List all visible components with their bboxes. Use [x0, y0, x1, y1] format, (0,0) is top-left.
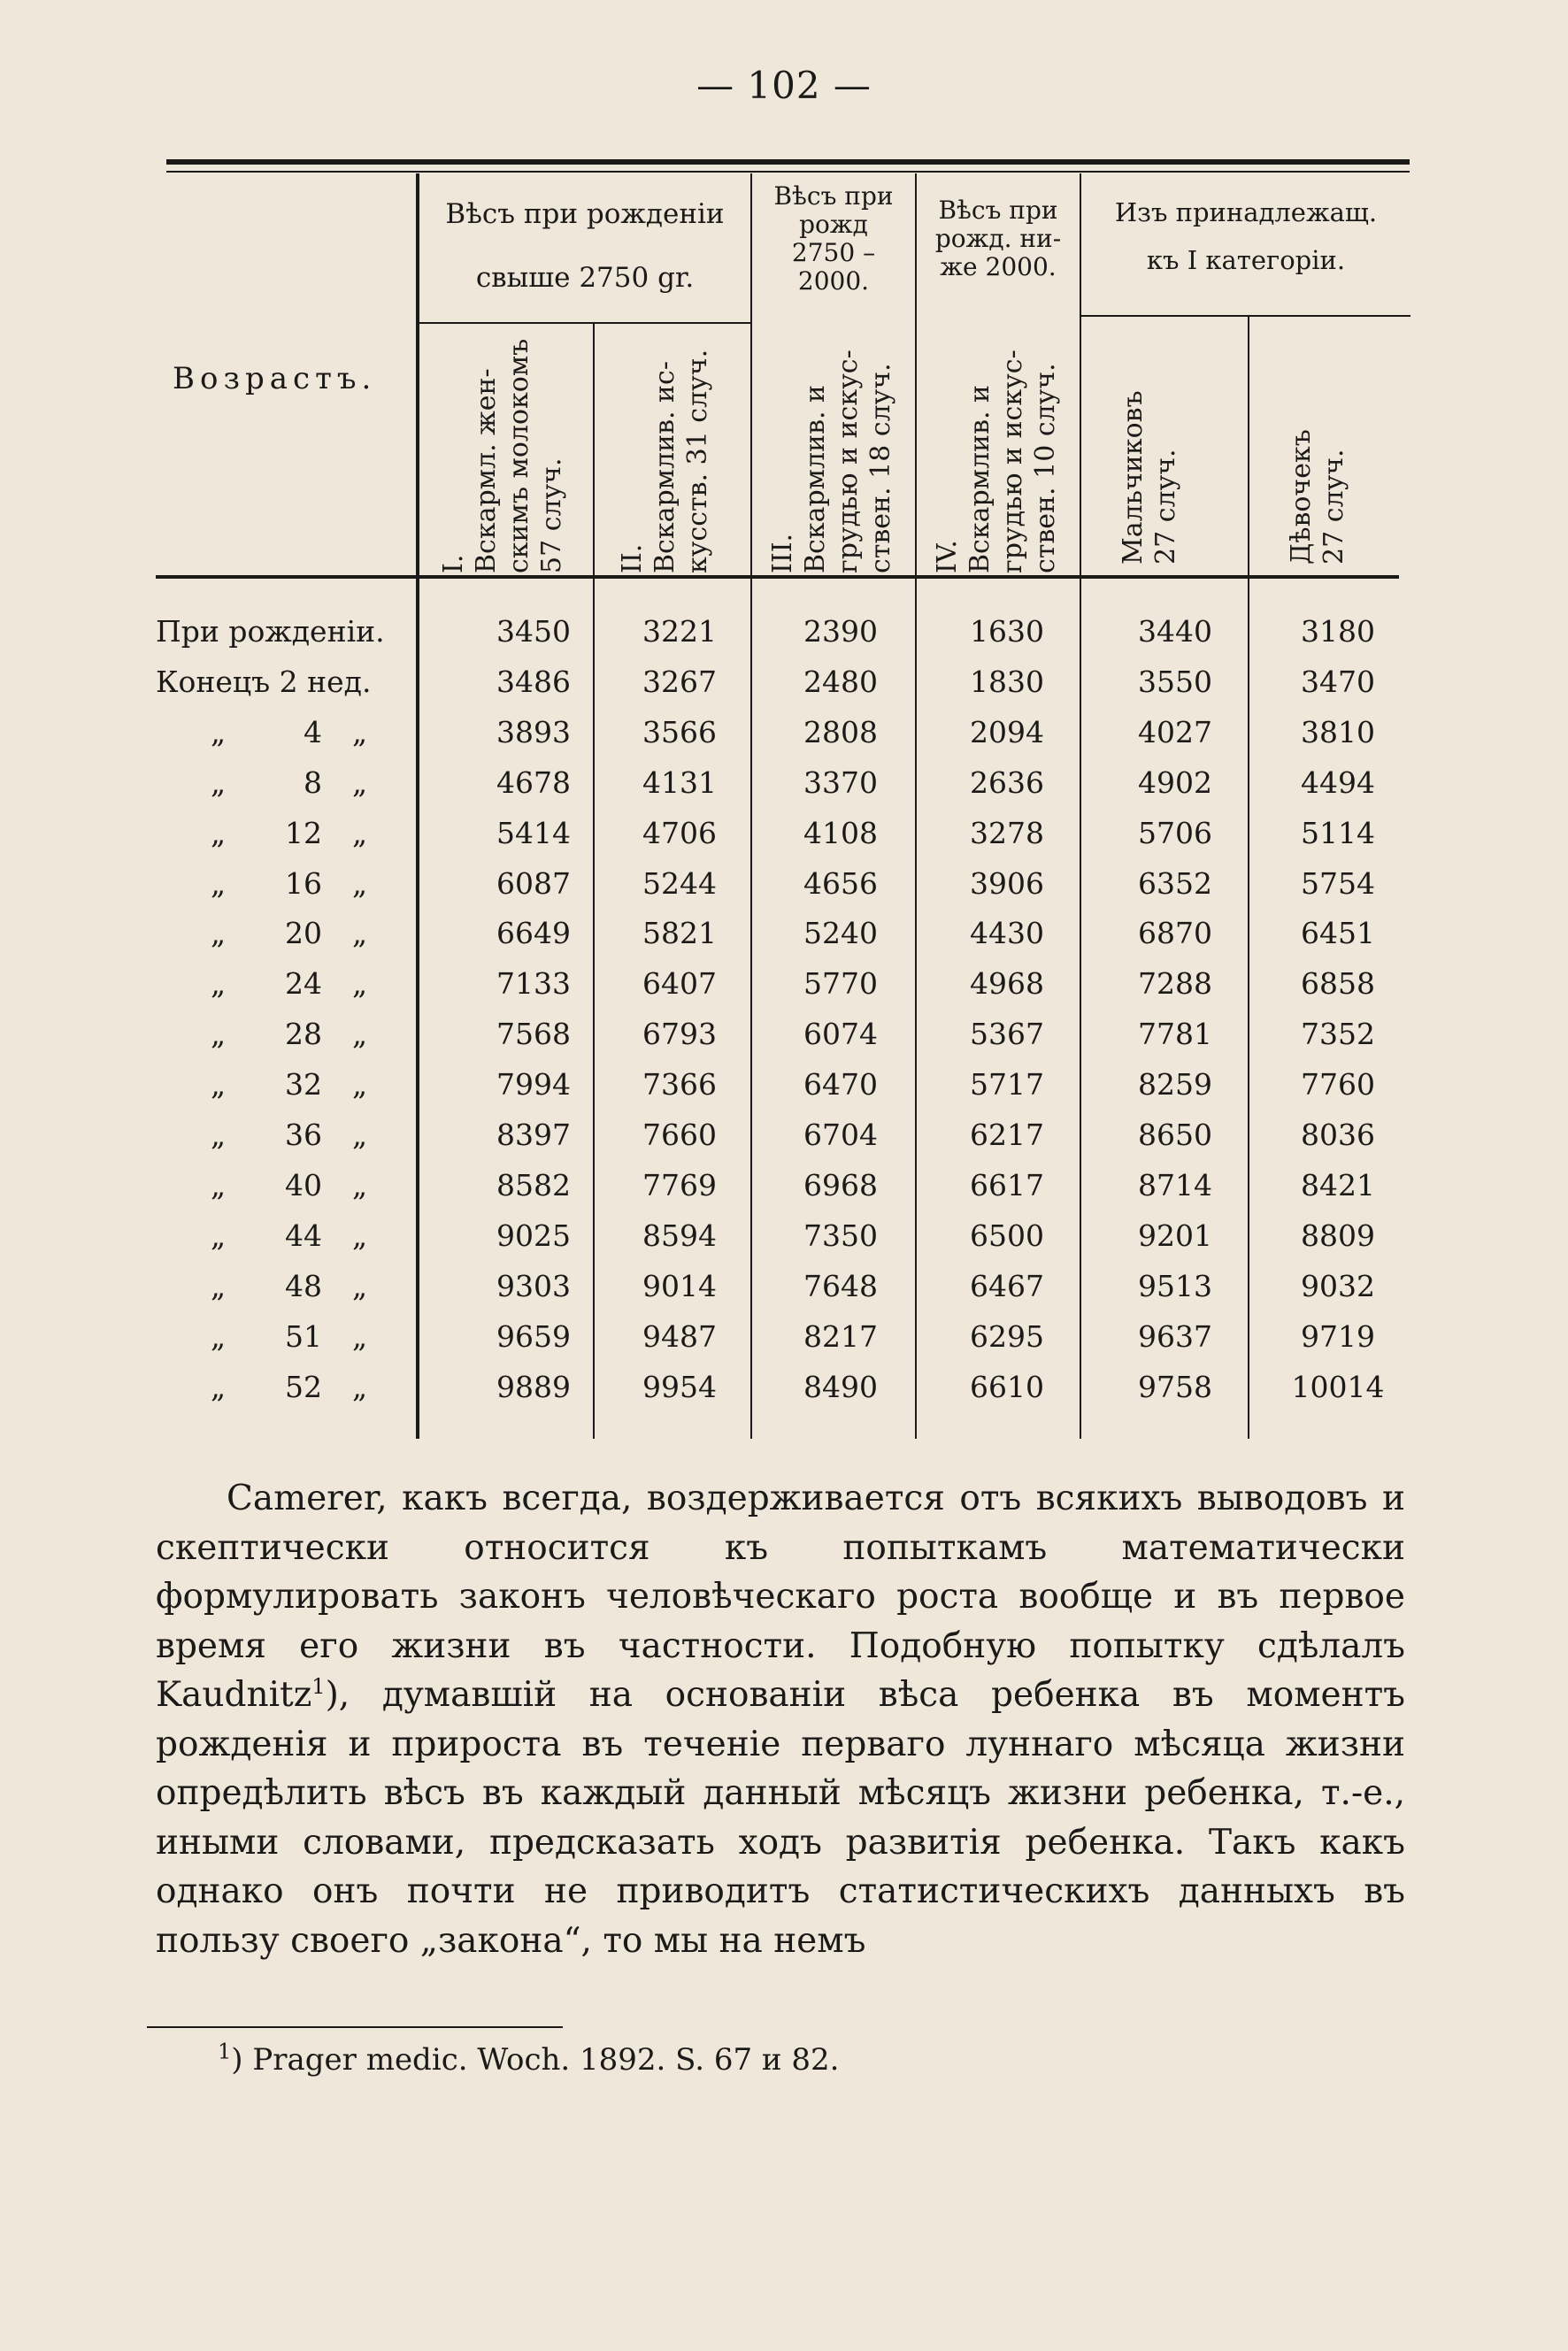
table-cell: 4902	[1138, 764, 1212, 800]
column-header-2: II. Вскармлив. ис- кусств. 31 случ.	[617, 349, 713, 573]
row-label-q1: „	[211, 1318, 227, 1354]
row-label-num: 4	[304, 714, 322, 749]
table-row	[0, 1060, 1568, 1110]
table-cell: 6087	[496, 865, 571, 901]
table-cell: 9889	[496, 1369, 571, 1404]
table-cell: 1630	[970, 614, 1044, 649]
table-cell: 2480	[803, 664, 878, 699]
row-label-q2: „	[352, 1067, 368, 1103]
group-header-4: Изъ принадлежащ. къ I категоріи.	[1114, 197, 1378, 275]
row-label-q1: „	[211, 1268, 227, 1303]
table-row	[0, 1161, 1568, 1210]
table-cell: 4656	[803, 865, 878, 901]
table-cell: 8490	[803, 1369, 878, 1404]
table-cell: 3486	[496, 664, 571, 699]
row-label-q2: „	[352, 865, 368, 901]
footnote-rule	[147, 2026, 563, 2028]
row-label-q2: „	[352, 1218, 368, 1253]
table-row	[0, 758, 1568, 808]
table-cell: 3450	[496, 614, 571, 649]
table-cell: 5244	[642, 865, 717, 901]
table-cell: 7769	[642, 1167, 717, 1202]
table-row	[0, 859, 1568, 909]
table-cell: 6858	[1301, 966, 1375, 1002]
table-cell: 9954	[642, 1369, 717, 1404]
table-cell: 5706	[1138, 815, 1212, 850]
table-cell: 3180	[1301, 614, 1375, 649]
row-label-q2: „	[352, 1017, 368, 1052]
row-label-q1: „	[211, 1017, 227, 1052]
table-cell: 3267	[642, 664, 717, 699]
table-cell: 6451	[1301, 916, 1375, 951]
table-cell: 7660	[642, 1118, 717, 1152]
table-cell: 7781	[1138, 1017, 1212, 1052]
table-cell: 2808	[803, 714, 878, 749]
table-cell: 6217	[970, 1118, 1044, 1152]
column-header-1: I. Вскармл. жен- скимъ молокомъ 57 случ.	[438, 338, 567, 573]
table-cell: 5821	[642, 916, 717, 951]
row-label-q1: „	[211, 714, 227, 749]
row-label-q2: „	[352, 1167, 368, 1202]
table-cell: 3370	[803, 764, 878, 800]
footnote: $^1$) Prager medic. Woch. 1892. S. 67 и 82.	[218, 2039, 840, 2078]
table-cell: 8259	[1138, 1067, 1212, 1103]
footnote-mark: 1	[218, 2039, 232, 2064]
table-row	[0, 1312, 1568, 1362]
row-label-num: 28	[285, 1017, 322, 1052]
row-label-q2: „	[352, 1369, 368, 1404]
row-label-q1: „	[211, 1218, 227, 1253]
table-cell: 6704	[803, 1118, 878, 1152]
row-label-q1: „	[211, 1369, 227, 1404]
table-cell: 8594	[642, 1218, 717, 1253]
row-label-num: 40	[285, 1167, 322, 1202]
body-paragraph: Camerer, какъ всегда, воздерживается отъ всякихъ выводовъ и скептически относится къ попыткамъ математически формулировать законъ человѣческаго роста вообще и въ первое время его жизни въ частности. Подобную попытку сдѣлалъ Kaudnitz$^1$), думавшій на основаніи вѣса ребенка въ моментъ рожденія и прироста въ теченіе перваго луннаго мѣсяца жизни опредѣлить вѣсъ въ каждый данный мѣсяцъ жизни ребенка, т.-е., иными словами, предсказать ходъ развитія ребенка. Такъ какъ однако онъ почти не приводитъ статистическихъ данныхъ въ пользу своего „закона“, то мы на немъ	[156, 1479, 1405, 1961]
row-label-q1: „	[211, 1067, 227, 1103]
row-label-num: 51	[285, 1318, 322, 1354]
table-cell: 3440	[1138, 614, 1212, 649]
table-cell: 6649	[496, 916, 571, 951]
row-label-num: 12	[285, 815, 322, 850]
row-label: Конецъ 2 нед.	[156, 664, 372, 699]
table-row	[0, 809, 1568, 858]
row-label-q2: „	[352, 764, 368, 800]
table-cell: 5770	[803, 966, 878, 1002]
table-cell: 9637	[1138, 1318, 1212, 1354]
group-header-1: Вѣсъ при рожденіи свыше 2750 gr.	[445, 198, 725, 294]
table-cell: 2390	[803, 614, 878, 649]
column-header-4: IV. Вскармлив. и грудью и искус- ствен. 10 случ.	[932, 350, 1061, 573]
table-cell: 9487	[642, 1318, 717, 1354]
table-cell: 4494	[1301, 764, 1375, 800]
table-cell: 9032	[1301, 1268, 1375, 1303]
table-row	[0, 959, 1568, 1009]
table-cell: 4108	[803, 815, 878, 850]
table-cell: 3810	[1301, 714, 1375, 749]
table-cell: 5114	[1301, 815, 1375, 850]
table-top-rule	[166, 159, 1410, 165]
table-cell: 7994	[496, 1067, 571, 1103]
row-label-q1: „	[211, 1167, 227, 1202]
table-row	[0, 909, 1568, 958]
table-cell: 8650	[1138, 1118, 1212, 1152]
subheader-rule-a	[418, 322, 750, 324]
table-cell: 7366	[642, 1067, 717, 1103]
table-cell: 3278	[970, 815, 1044, 850]
table-cell: 4131	[642, 764, 717, 800]
group-header-3: Вѣсъ при рожд. ни- же 2000.	[934, 196, 1062, 281]
table-cell: 5414	[496, 815, 571, 850]
table-cell: 7648	[803, 1268, 878, 1303]
table-cell: 7350	[803, 1218, 878, 1253]
row-label-q1: „	[211, 1118, 227, 1152]
table-cell: 3221	[642, 614, 717, 649]
table-cell: 8582	[496, 1167, 571, 1202]
table-cell: 4678	[496, 764, 571, 800]
row-label-num: 32	[285, 1067, 322, 1103]
table-row	[0, 1211, 1568, 1261]
table-cell: 2094	[970, 714, 1044, 749]
row-label-q1: „	[211, 916, 227, 951]
row-label-num: 44	[285, 1218, 322, 1253]
table-cell: 3470	[1301, 664, 1375, 699]
column-header-6: Дѣвочекъ 27 случ.	[1286, 429, 1349, 565]
table-cell: 4027	[1138, 714, 1212, 749]
table-row	[0, 708, 1568, 757]
table-cell: 6467	[970, 1268, 1044, 1303]
row-label-num: 24	[285, 966, 322, 1002]
row-label-num: 8	[304, 764, 322, 800]
table-cell: 6470	[803, 1067, 878, 1103]
row-label-num: 16	[285, 865, 322, 901]
table-cell: 7760	[1301, 1067, 1375, 1103]
row-label-q2: „	[352, 916, 368, 951]
table-cell: 3550	[1138, 664, 1212, 699]
table-cell: 6617	[970, 1167, 1044, 1202]
row-label: При рожденіи.	[156, 614, 385, 649]
table-cell: 8421	[1301, 1167, 1375, 1202]
table-row	[0, 1110, 1568, 1160]
table-cell: 8217	[803, 1318, 878, 1354]
row-label-q1: „	[211, 764, 227, 800]
table-row	[0, 1262, 1568, 1311]
page-number: — 102 —	[696, 64, 872, 107]
row-label-q2: „	[352, 815, 368, 850]
table-cell: 5367	[970, 1017, 1044, 1052]
table-cell: 9513	[1138, 1268, 1212, 1303]
table-top-rule-thin	[166, 171, 1410, 173]
table-cell: 3566	[642, 714, 717, 749]
table-cell: 7133	[496, 966, 571, 1002]
footnote-ref: 1	[311, 1674, 326, 1699]
table-cell: 4706	[642, 815, 717, 850]
table-cell: 1830	[970, 664, 1044, 699]
table-cell: 4430	[970, 916, 1044, 951]
table-cell: 6793	[642, 1017, 717, 1052]
row-label-num: 52	[285, 1369, 322, 1404]
table-cell: 6500	[970, 1218, 1044, 1253]
table-cell: 6407	[642, 966, 717, 1002]
table-cell: 9025	[496, 1218, 571, 1253]
table-cell: 7288	[1138, 966, 1212, 1002]
row-label-q1: „	[211, 865, 227, 901]
table-cell: 7568	[496, 1017, 571, 1052]
table-row	[0, 657, 1568, 707]
header-bottom-rule	[156, 575, 1399, 579]
subheader-rule-b	[1081, 315, 1410, 317]
table-cell: 6870	[1138, 916, 1212, 951]
column-header-3: III. Вскармлив. и грудью и искус- ствен. 18 случ.	[767, 350, 896, 573]
table-cell: 6074	[803, 1017, 878, 1052]
column-header-5: Мальчиковъ 27 случ.	[1118, 390, 1181, 565]
group-header-2: Вѣсъ при рожд 2750 – 2000.	[773, 181, 894, 296]
row-label-q2: „	[352, 1118, 368, 1152]
row-label-num: 48	[285, 1268, 322, 1303]
table-row	[0, 1363, 1568, 1412]
row-label-q2: „	[352, 714, 368, 749]
table-cell: 3906	[970, 865, 1044, 901]
row-label-q1: „	[211, 815, 227, 850]
table-cell: 9303	[496, 1268, 571, 1303]
table-cell: 9014	[642, 1268, 717, 1303]
table-cell: 3893	[496, 714, 571, 749]
table-cell: 8397	[496, 1118, 571, 1152]
table-cell: 8036	[1301, 1118, 1375, 1152]
table-cell: 9758	[1138, 1369, 1212, 1404]
table-cell: 4968	[970, 966, 1044, 1002]
table-row	[0, 607, 1568, 657]
age-column-header: Возрастъ.	[173, 361, 377, 396]
table-cell: 6352	[1138, 865, 1212, 901]
table-cell: 9719	[1301, 1318, 1375, 1354]
table-cell: 5754	[1301, 865, 1375, 901]
table-cell: 7352	[1301, 1017, 1375, 1052]
table-cell: 9201	[1138, 1218, 1212, 1253]
table-cell: 8714	[1138, 1167, 1212, 1202]
table-cell: 6295	[970, 1318, 1044, 1354]
row-label-num: 20	[285, 916, 322, 951]
table-cell: 5240	[803, 916, 878, 951]
row-label-q2: „	[352, 1268, 368, 1303]
table-cell: 6968	[803, 1167, 878, 1202]
table-cell: 2636	[970, 764, 1044, 800]
row-label-q1: „	[211, 966, 227, 1002]
table-cell: 5717	[970, 1067, 1044, 1103]
table-cell: 10014	[1291, 1369, 1385, 1404]
row-label-q2: „	[352, 1318, 368, 1354]
table-cell: 8809	[1301, 1218, 1375, 1253]
table-cell: 9659	[496, 1318, 571, 1354]
table-row	[0, 1010, 1568, 1059]
table-cell: 6610	[970, 1369, 1044, 1404]
row-label-num: 36	[285, 1118, 322, 1152]
row-label-q2: „	[352, 966, 368, 1002]
